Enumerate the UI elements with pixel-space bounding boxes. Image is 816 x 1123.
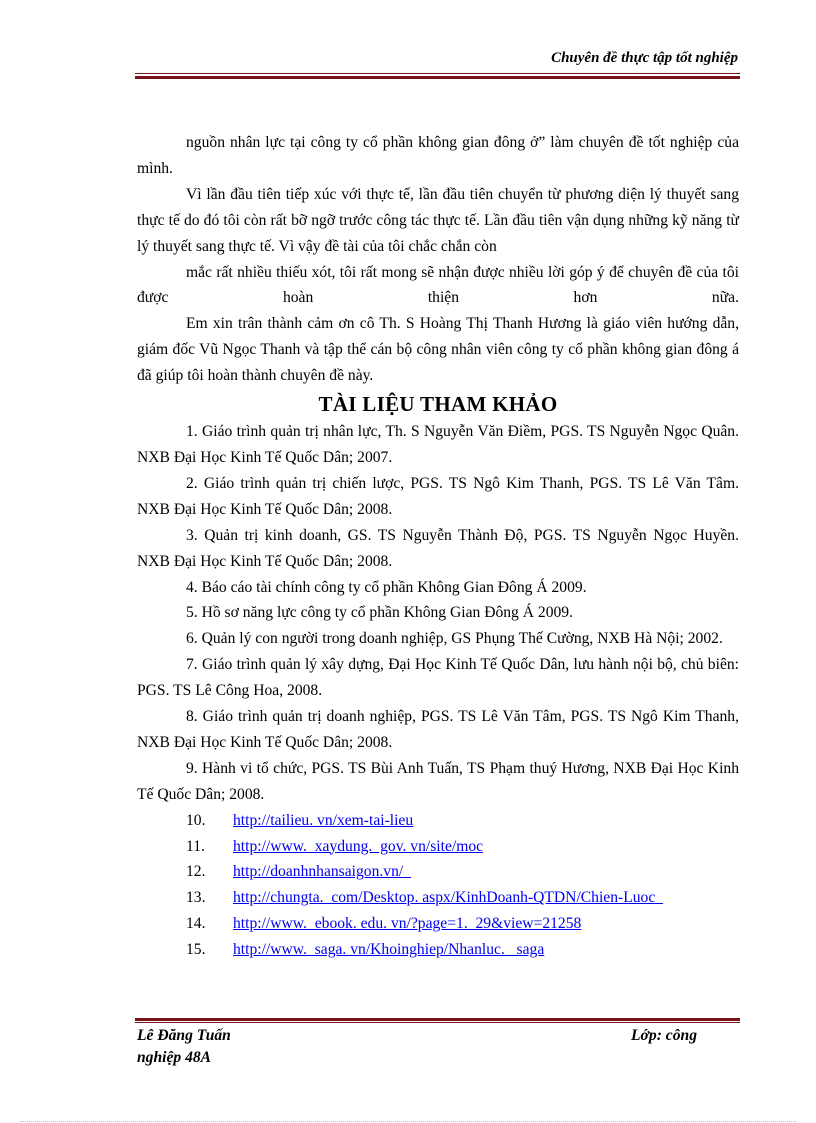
body-paragraph: mắc rất nhiều thiếu xót, tôi rất mong sẽ nhận được nhiều lời góp ý để chuyên đề của tôi được hoàn thiện hơn nữa. [137, 263, 739, 307]
reference-link-row [137, 911, 739, 937]
footer-author: Lê Đăng Tuấn [137, 1027, 231, 1044]
reference-link-number: 11. [186, 837, 205, 855]
footer-rule-thin [135, 1022, 740, 1023]
footer-class-cont: nghiệp 48A [137, 1049, 212, 1066]
footer-rule-thick [135, 1018, 740, 1021]
page-content [137, 130, 739, 963]
reference-link[interactable]: http://doanhnhansaigon.vn/ [233, 863, 412, 881]
reference-link-row [137, 937, 739, 963]
page-bottom-dotted-line [20, 1121, 796, 1122]
reference-link[interactable]: http://tailieu. vn/xem-tai-lieu [233, 811, 414, 829]
reference-item: 4. Báo cáo tài chính công ty cổ phần Không Gian Đông Á 2009. [186, 578, 587, 596]
references-heading: TÀI LIỆU THAM KHẢO [318, 392, 558, 417]
reference-link[interactable]: http://www. xaydung. gov. vn/site/moc [233, 837, 484, 855]
header-rule-thick [135, 76, 740, 79]
reference-item: 3. Quản trị kinh doanh, GS. TS Nguyễn Thành Độ, PGS. TS Nguyễn Ngọc Huyền. NXB Đại Học Kinh Tế Quốc Dân; 2008. [137, 526, 739, 570]
reference-link-number: 15. [186, 941, 206, 959]
header-title: Chuyên đề thực tập tốt nghiệp [551, 50, 738, 66]
reference-link[interactable]: http://www. saga. vn/Khoinghiep/Nhanluc. saga [233, 941, 545, 959]
body-paragraph: Vì lần đầu tiên tiếp xúc với thực tế, lần đầu tiên chuyển từ phương diện lý thuyết sang thực tế do đó tôi còn rất bỡ ngỡ trước công tác thực tế. Lần đầu tiên vận dụng những kỹ năng từ lý thuyết sang thực tế. Vì vậy đề tài của tôi chắc chắn còn [137, 185, 739, 255]
reference-link[interactable]: http://chungta. com/Desktop. aspx/KinhDoanh-QTDN/Chien-Luoc [233, 889, 664, 907]
footer-class-label: Lớp: công [631, 1027, 697, 1044]
reference-link[interactable]: http://www. ebook. edu. vn/?page=1. 29&view=21258 [233, 915, 582, 933]
reference-item: 6. Quản lý con người trong doanh nghiệp, GS Phụng Thế Cường, NXB Hà Nội; 2002. [186, 630, 723, 648]
body-paragraph: nguồn nhân lực tại công ty cổ phần không gian đông ở” làm chuyên đề tốt nghiệp của mình. [137, 134, 739, 177]
footer-text [137, 1025, 697, 1069]
reference-link-number: 10. [186, 811, 206, 829]
body-paragraph: Em xin trân thành cảm ơn cô Th. S Hoàng Thị Thanh Hương là giáo viên hướng dẫn, giám đốc Vũ Ngọc Thanh và tập thể cán bộ công nhân viên công ty cổ phần không gian đông á đã giúp tôi hoàn thành chuyên đề này. [137, 315, 739, 385]
reference-item: 2. Giáo trình quản trị chiến lược, PGS. TS Ngô Kim Thanh, PGS. TS Lê Văn Tâm. NXB Đại Học Kinh Tế Quốc Dân; 2008. [137, 474, 739, 518]
reference-item: 8. Giáo trình quản trị doanh nghiệp, PGS. TS Lê Văn Tâm, PGS. TS Ngô Kim Thanh, NXB Đại Học Kinh Tế Quốc Dân; 2008. [137, 708, 739, 751]
reference-link-row [137, 885, 739, 911]
reference-link-row [137, 859, 739, 885]
reference-link-row [137, 808, 739, 834]
header-rule-thin [135, 73, 740, 74]
reference-link-number: 14. [186, 915, 206, 933]
reference-item: 5. Hồ sơ năng lực công ty cổ phần Không Gian Đông Á 2009. [186, 604, 573, 622]
reference-link-number: 13. [186, 889, 206, 907]
reference-item: 9. Hành vi tổ chức, PGS. TS Bùi Anh Tuấn, TS Phạm thuý Hương, NXB Đại Học Kinh Tế Quốc Dân; 2008. [137, 759, 739, 803]
reference-item: 7. Giáo trình quản lý xây dựng, Đại Học Kinh Tế Quốc Dân, lưu hành nội bộ, chủ biên: PGS. TS Lê Công Hoa, 2008. [137, 656, 739, 700]
reference-link-number: 12. [186, 863, 206, 881]
reference-link-row [137, 834, 739, 860]
reference-item: 1. Giáo trình quản trị nhân lực, Th. S Nguyễn Văn Điềm, PGS. TS Nguyễn Ngọc Quân. NXB Đại Học Kinh Tế Quốc Dân; 2007. [137, 423, 739, 466]
